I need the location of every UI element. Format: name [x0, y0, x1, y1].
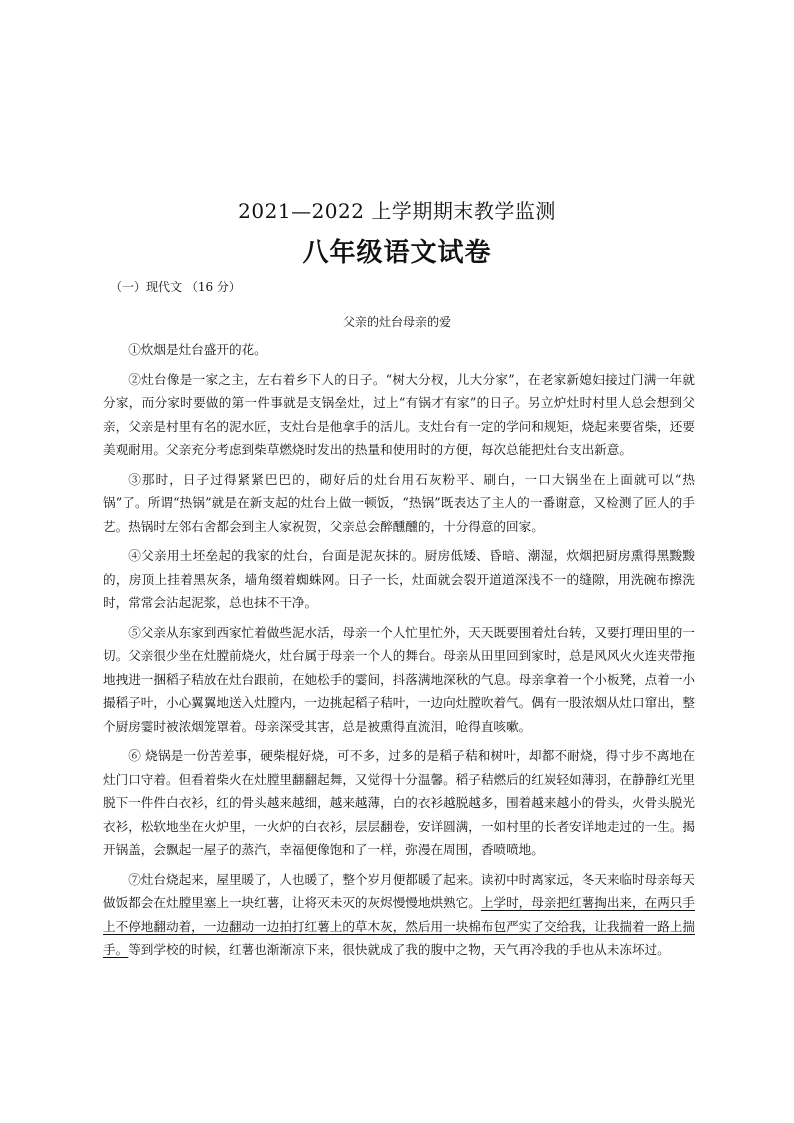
article-body: [103, 338, 695, 962]
paragraph-5: ⑤父亲从东家到西家忙着做些泥水活，母亲一个人忙里忙外，天天既要围着灶台转，又要打理田里的一切。父亲很少坐在灶膛前烧火，灶台属于母亲一个人的舞台。母亲从田里回到家时，总是风风火火连夹带拖地拽进一捆稻子秸放在灶台跟前，在她松手的霎间，抖落满地深秋的气息。母亲拿着一个小板凳，点着一小撮稻子叶，小心翼翼地送入灶膛内，一边挑起稻子秸叶，一边向灶膛吹着气。偶有一股浓烟从灶口窜出，整个厨房霎时被浓烟笼罩着。母亲深受其害，总是被熏得直流泪，呛得直咳嗽。: [103, 624, 695, 734]
paragraph-7: [103, 868, 695, 962]
section-heading: （一）现代文 （16 分）: [110, 280, 241, 294]
paragraph-1: ①炊烟是灶台盛开的花。: [128, 342, 267, 357]
paragraph-3: ③那时，日子过得紧紧巴巴的，砌好后的灶台用石灰粉平、刷白，一口大锅坐在上面就可以“热锅”了。所谓“热锅”就是在新支起的灶台上做一顿饭，“热锅”既表达了主人的一番谢意，又检测了匠人的手艺。热锅时左邻右舍都会到主人家祝贺，父亲总会醉醺醺的，十分得意的回家。: [103, 471, 695, 534]
article-title: 父亲的灶台母亲的爱: [342, 315, 451, 329]
paragraph-4: ④父亲用土坯垒起的我家的灶台，台面是泥灰抹的。厨房低矮、昏暗、潮湿，炊烟把厨房熏得黑黢黢的，房顶上挂着黑灰条，墙角缀着蜘蛛网。日子一长，灶面就会裂开道道深浅不一的缝隙，用洗碗布擦洗时，常常会沾起泥浆，总也抹不干净。: [103, 548, 695, 610]
paragraph-7-text-after: 等到学校的时候，红薯也渐渐凉下来，很快就成了我的腹中之物，天气再冷我的手也从未冻坏过。: [128, 942, 670, 957]
paragraph-6: ⑥ 烧锅是一份苦差事，硬柴棍好烧，可不多，过多的是稻子秸和树叶，却都不耐烧，得寸步不离地在灶门口守着。但看着柴火在灶膛里翻翻起舞，又觉得十分温馨。稻子秸燃后的红炭轻如薄羽，在静静红光里脱下一件件白衣衫，红的骨头越来越细，越来越薄，白的衣衫越脱越多，围着越来越小的骨头，火骨头脱光衣衫，松软地坐在火炉里，一火炉的白衣衫，层层翻卷，安详圆满，一如村里的长者安详地走过的一生。揭开锅盖，会飘起一屋子的蒸汽，幸福便像饱和了一样，弥漫在周围，香喷喷地。: [103, 748, 695, 857]
paragraph-7-text-before: ⑦灶台烧起来，屋里暖了，人也暖了，整个岁月便都暖了起来。读初中时离家远，冬天来临时母亲每天做饭都会在灶膛里塞上一块红薯，让将灭未灭的灰烬慢慢地烘熟它。: [103, 871, 695, 910]
exam-title: 2021—2022 上学期期末教学监测: [238, 199, 556, 223]
exam-subtitle: 八年级语文试卷: [302, 238, 492, 268]
paragraph-7-underlined-sentence: 上学时，母亲把红薯掏出来，在两只手上不停地翻动着，一边翻动一边拍打红薯上的草木灰，然后用一块棉布包严实了交给我，让我揣着一路上揣手。: [103, 895, 696, 957]
paragraph-2: ②灶台像是一家之主，左右着乡下人的日子。“树大分杈，儿大分家”，在老家新媳妇接过门满一年就分家，而分家时要做的第一件事就是支锅垒灶，过上“有锅才有家”的日子。另立炉灶时村里人总会想到父亲，父亲是村里有名的泥水匠，支灶台是他拿手的活儿。支灶台有一定的学问和规矩，烧起来要省柴，还要美观耐用。父亲充分考虑到柴草燃烧时发出的热量和使用时的方便，每次总能把灶台支出新意。: [103, 371, 695, 457]
